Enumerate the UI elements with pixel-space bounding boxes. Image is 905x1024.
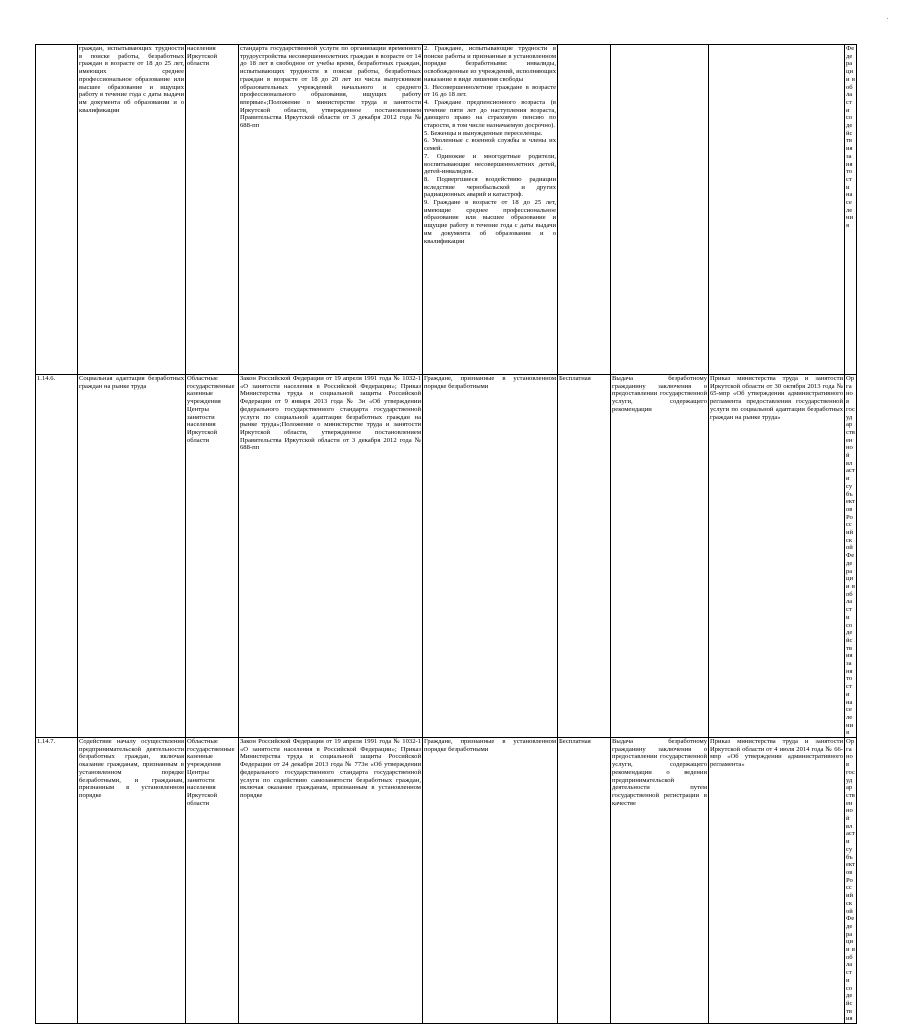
document-page bbox=[35, 44, 856, 1023]
recipient-item: 3. Несовершеннолетние граждане в возрасте от 16 до 18 лет. bbox=[424, 83, 556, 99]
table-row bbox=[36, 45, 857, 375]
cell-number: 1.14.7. bbox=[36, 738, 78, 1024]
cell-regulation: Приказ министерства труда и занятости Иркутской области от 30 октября 2013 года № 65-мпр «Об утверждении административного регламента предоставления государственной услуги по социальной адаптации безработных граждан на рынке труда» bbox=[709, 375, 845, 738]
recipient-item: 5. Беженцы и вынужденные переселенцы. bbox=[424, 129, 543, 137]
cell-result: Выдача безработному гражданину заключения о предоставлении государственной услуги, содержащего рекомендации о ведении предпринимательской деятельности путем государственной регистрации в качестве bbox=[611, 738, 709, 1024]
services-table bbox=[35, 44, 857, 1024]
recipient-item: 2. Граждане, испытывающие трудности в поиске работы и признанные в установленном порядке безработными: инвалиды, освобожденные из учреждений, исполняющих наказание в виде лишения свободы bbox=[424, 45, 556, 83]
cell-organization: Областные государственные казенные учреждения Центры занятости населения Иркутской области bbox=[186, 738, 239, 1024]
cell-organization: Областные государственные казенные учреждения Центры занятости населения Иркутской области bbox=[186, 375, 239, 738]
table-row bbox=[36, 375, 857, 738]
cell-regulation: Приказ министерства труда и занятости Иркутской области от 4 июля 2014 года № 66-мпр «Об утверждении административного регламента» bbox=[709, 738, 845, 1024]
cell-number bbox=[36, 45, 78, 375]
cell-authority: Федерации в области содействия занятости населения bbox=[845, 45, 857, 375]
cell-legal-basis: Закон Российской Федерации от 19 апреля 1991 года № 1032-1 «О занятости населения в Российской Федерации»; Приказ Министерства труда и социальной защиты Российской Федерации от 24 декабря 2013 года № 773н «Об утверждении федерального государственного стандарта государственной услуги по содействию самозанятости безработных граждан, включая оказание гражданам, признанным в установленном порядке bbox=[239, 738, 423, 1024]
cell-authority: Органов государственной власти субъектов Российской Федерации в области содействия занятости населения bbox=[846, 375, 855, 737]
cell-fee bbox=[558, 45, 611, 375]
cell-legal-basis: стандарта государственной услуги по организации временного трудоустройства несовершеннолетних граждан в возрасте от 14 до 18 лет в свободное от учебы время, безработных граждан, испытывающих трудности в поиске работы, безработных граждан в возрасте от 18 до 20 лет из числа выпускников образовательных учреждений начального и среднего профессионального образования, ищущих работу впервые»;Положение о министерстве труда и занятости Иркутской области, утвержденное постановлением Правительства Иркутской области от 3 декабря 2012 года № 688-пп bbox=[239, 45, 423, 375]
cell-fee: Бесплатная bbox=[558, 375, 611, 738]
cell-result bbox=[611, 45, 709, 375]
recipient-item: 4. Граждане предпенсионного возраста (в течение пяти лет до наступления возраста, дающего право на страховую пенсию по старости, в том числе назначаемую досрочно). bbox=[424, 98, 556, 130]
recipient-item: 7. Одинокие и многодетные родители, воспитывающие несовершеннолетних детей, детей-инвалидов. bbox=[424, 152, 556, 176]
cell-result: Выдача безработному гражданину заключения о предоставлении государственной услуги, содержащего рекомендации bbox=[611, 375, 709, 738]
cell-recipients: Граждане, признанные в установленном порядке безработными bbox=[423, 375, 558, 738]
cell-recipients bbox=[423, 45, 558, 375]
cell-number: 1.14.6. bbox=[36, 375, 78, 738]
cell-authority: Органов государственной власти субъектов Российской Федерации в области содействия bbox=[846, 738, 855, 1023]
cell-organization: населения Иркутской области bbox=[186, 45, 239, 375]
cell-fee: Бесплатная bbox=[558, 738, 611, 1024]
cell-service-name: граждан, испытывающих трудности в поиске работы, безработных граждан в возрасте от 18 до 25 лет, имеющих среднее профессиональное образование или высшее образование и ищущих работу в течение года с даты выдачи им документа об образовании и о квалификации bbox=[78, 45, 186, 375]
cell-service-name: Социальная адаптация безработных граждан на рынке труда bbox=[78, 375, 186, 738]
scan-speck bbox=[887, 18, 888, 19]
cell-regulation bbox=[709, 45, 845, 375]
table-row bbox=[36, 738, 857, 1024]
cell-service-name: Содействие началу осуществления предпринимательской деятельности безработных граждан, включая оказание гражданам, признанным в установленном порядке безработными, и гражданам, признанным в установленном порядке bbox=[78, 738, 186, 1024]
cell-legal-basis: Закон Российской Федерации от 19 апреля 1991 года № 1032-1 «О занятости населения в Российской Федерации»; Приказ Министерства труда и социальной защиты Российской Федерации от 9 января 2013 года № 3н «Об утверждении федерального государственного стандарта государственной услуги по социальной адаптации безработных граждан на рынке труда»;Положение о министерстве труда и занятости Иркутской области, утвержденное постановлением Правительства Иркутской области от 3 декабря 2012 года № 688-пп bbox=[239, 375, 423, 738]
recipient-item: 9. Граждане в возрасте от 18 до 25 лет, имеющие среднее профессиональное образование или высшее образование и ищущие работу в течение года с даты выдачи им документа об образовании и о квалификации bbox=[424, 199, 556, 245]
recipient-item: 8. Подвергшиеся воздействию радиации вследствие чернобыльской и других радиационных аварий и катастроф. bbox=[424, 175, 556, 199]
recipient-item: 6. Уволенные с военной службы и члены их семей. bbox=[424, 137, 556, 153]
cell-recipients: Граждане, признанные в установленном порядке безработными bbox=[423, 738, 558, 1024]
